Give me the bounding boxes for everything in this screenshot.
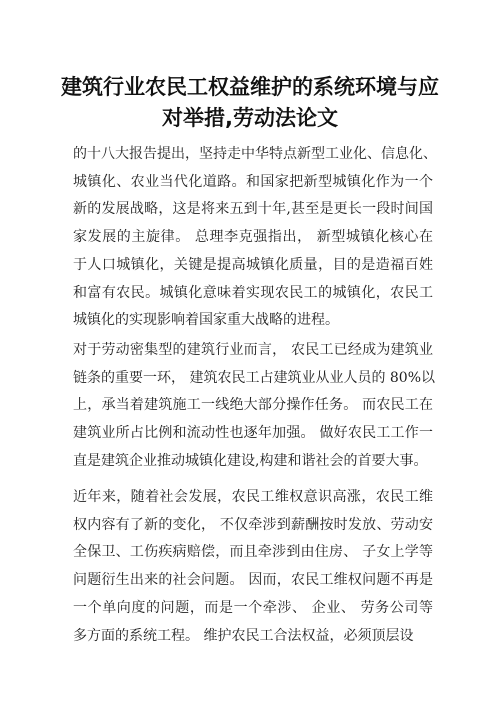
title-line-1: 建筑行业农民工权益维护的系统环境与应 bbox=[61, 75, 439, 99]
document-title bbox=[60, 72, 440, 134]
text-line: 权内容有了新的变化， 不仅牵涉到薪酬按时发放、劳动安 bbox=[73, 516, 433, 533]
text-line: 于人口城镇化，关键是提高城镇化质量，目的是造福百姓 bbox=[73, 256, 433, 273]
text-line: 全保卫、工伤疾病赔偿，而且牵涉到由住房、 子女上学等 bbox=[73, 544, 433, 561]
text-line: 一个单向度的问题，而是一个牵涉、 企业、 劳务公司等 bbox=[73, 599, 433, 616]
paragraph-2 bbox=[73, 337, 436, 476]
text-line: 多方面的系统工程。 维护农民工合法权益，必须顶层设 bbox=[73, 627, 414, 644]
text-line: 新的发展战略，这是将来五到十年,甚至是更长一段时间国 bbox=[73, 201, 433, 218]
paragraph-1 bbox=[73, 141, 437, 335]
text-line: 家发展的主旋律。 总理李克强指出， 新型城镇化核心在 bbox=[73, 229, 433, 246]
text-line: 城镇化、农业当代化道路。和国家把新型城镇化作为一个 bbox=[73, 173, 433, 190]
text-line: 直是建筑企业推动城镇化建设,构建和谐社会的首要大事。 bbox=[73, 452, 428, 469]
text-line: 的十八大报告提出，坚持走中华特点新型工业化、信息化、 bbox=[73, 146, 437, 162]
text-line: 对于劳动密集型的建筑行业而言， 农民工已经成为建筑业 bbox=[73, 342, 433, 358]
text-line: 建筑业所占比例和流动性也逐年加强。 做好农民工工作一 bbox=[73, 425, 433, 442]
paragraph-3 bbox=[73, 484, 433, 650]
text-line: 上，承当着建筑施工一线绝大部分操作任务。 而农民工在 bbox=[73, 397, 433, 414]
text-line: 和富有农民。城镇化意味着实现农民工的城镇化，农民工 bbox=[73, 284, 433, 301]
text-line: 城镇化的实现影响着国家重大战略的进程。 bbox=[73, 312, 339, 329]
text-line: 问题衍生出来的社会问题。 因而，农民工维权问题不再是 bbox=[73, 572, 433, 589]
text-line: 近年来，随着社会发展，农民工维权意识高涨，农民工维 bbox=[73, 489, 433, 505]
text-line: 链条的重要一环， 建筑农民工占建筑业从业人员的 80%以 bbox=[73, 369, 436, 386]
title-line-2: 对举措,劳动法论文 bbox=[162, 106, 338, 130]
